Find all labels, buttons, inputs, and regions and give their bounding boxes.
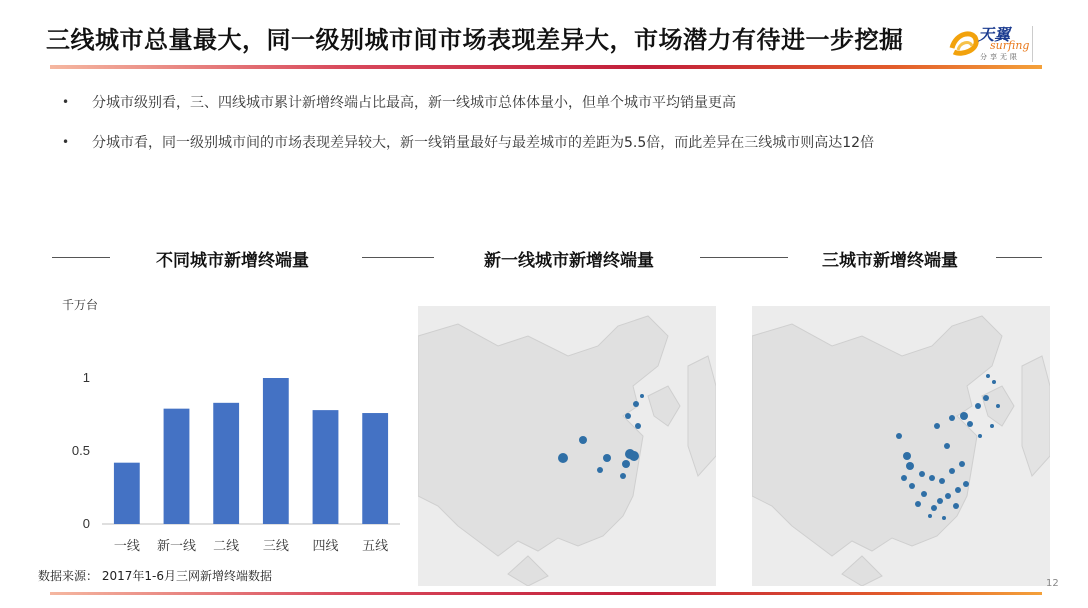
header-divider xyxy=(50,65,1042,69)
city-marker xyxy=(963,481,969,487)
city-marker xyxy=(620,473,626,479)
bullet-list xyxy=(62,92,874,172)
bar-chart xyxy=(60,360,410,560)
bullet-text: 分城市看，同一级别城市间的市场表现差异较大，新一线销量最好与最差城市的差距为5.5倍，而此差异在三线城市则高达12倍 xyxy=(92,135,875,151)
map2-section-title: 三城市新增终端量 xyxy=(822,251,958,271)
city-marker xyxy=(928,514,932,518)
city-marker xyxy=(960,412,968,420)
city-marker xyxy=(959,461,965,467)
city-marker xyxy=(953,503,959,509)
city-marker xyxy=(992,380,996,384)
city-marker xyxy=(942,516,946,520)
city-marker xyxy=(937,498,943,504)
city-marker xyxy=(635,423,641,429)
city-marker xyxy=(906,462,914,470)
city-marker xyxy=(939,478,945,484)
logo-divider xyxy=(1032,26,1033,62)
city-marker xyxy=(949,415,955,421)
city-marker xyxy=(597,467,603,473)
city-marker xyxy=(945,493,951,499)
city-marker xyxy=(921,491,927,497)
city-marker xyxy=(955,487,961,493)
y-tick-label: 1 xyxy=(82,370,90,385)
city-marker xyxy=(983,395,989,401)
bar-新一线 xyxy=(164,409,190,524)
header-rule xyxy=(700,257,788,258)
city-marker xyxy=(996,404,1000,408)
footer-divider xyxy=(50,592,1042,595)
bullet-item xyxy=(62,92,874,112)
chart-section-title: 不同城市新增终端量 xyxy=(156,251,309,271)
chart-section-header xyxy=(52,244,362,270)
city-marker xyxy=(915,501,921,507)
city-marker xyxy=(603,454,611,462)
city-marker xyxy=(640,394,644,398)
city-marker xyxy=(633,401,639,407)
bullet-item xyxy=(62,132,874,152)
city-marker xyxy=(622,460,630,468)
x-tick-label: 四线 xyxy=(312,539,339,554)
city-marker xyxy=(990,424,994,428)
map1-city-markers xyxy=(418,306,716,586)
bar-三线 xyxy=(263,378,289,524)
city-marker xyxy=(931,505,937,511)
header-rule xyxy=(362,257,434,258)
bullet-dot-icon: • xyxy=(62,95,70,109)
map1-section-title: 新一线城市新增终端量 xyxy=(484,251,654,271)
header-rule xyxy=(52,257,110,258)
map1-section-header xyxy=(362,244,692,270)
x-tick-label: 新一线 xyxy=(156,539,197,554)
x-tick-label: 二线 xyxy=(213,539,240,554)
brand-logo xyxy=(948,18,1040,64)
map2-city-markers xyxy=(752,306,1050,586)
chart-unit-label: 千万台 xyxy=(62,298,99,312)
city-marker xyxy=(919,471,925,477)
x-tick-label: 一线 xyxy=(113,539,140,554)
city-marker xyxy=(967,421,973,427)
page-title: 三线城市总量最大，同一级别城市间市场表现差异大，市场潜力有待进一步挖掘 xyxy=(46,26,904,54)
header-rule xyxy=(996,257,1042,258)
page-number: 12 xyxy=(1046,578,1059,589)
city-marker xyxy=(901,475,907,481)
bar-二线 xyxy=(213,403,239,524)
y-tick-label: 0 xyxy=(82,516,90,531)
city-marker xyxy=(975,403,981,409)
city-marker xyxy=(978,434,982,438)
city-marker xyxy=(944,443,950,449)
data-source: 数据来源： 2017年1-6月三网新增终端数据 xyxy=(38,569,272,583)
bar-四线 xyxy=(313,410,339,524)
city-marker xyxy=(629,451,639,461)
logo-sub: surfing xyxy=(990,39,1030,52)
city-marker xyxy=(949,468,955,474)
logo-name: 天翼 xyxy=(978,25,1011,44)
bullet-dot-icon: • xyxy=(62,135,70,149)
map2-section-header xyxy=(700,244,1042,270)
x-tick-label: 三线 xyxy=(262,539,289,554)
x-tick-label: 五线 xyxy=(362,539,389,554)
city-marker xyxy=(929,475,935,481)
logo-slogan: 分享无限 xyxy=(980,53,1020,61)
map-third-tier xyxy=(752,306,1050,586)
city-marker xyxy=(903,452,911,460)
logo-swirl-icon xyxy=(948,22,980,62)
bullet-text: 分城市级别看，三、四线城市累计新增终端占比最高，新一线城市总体体量小，但单个城市平均销量更高 xyxy=(92,95,736,111)
y-tick-label: 0.5 xyxy=(71,443,90,458)
bar-五线 xyxy=(362,413,388,524)
city-marker xyxy=(558,453,568,463)
city-marker xyxy=(896,433,902,439)
city-marker xyxy=(625,413,631,419)
city-marker xyxy=(909,483,915,489)
bar-一线 xyxy=(114,463,140,524)
city-marker xyxy=(579,436,587,444)
city-marker xyxy=(934,423,940,429)
city-marker xyxy=(986,374,990,378)
map-new-tier1 xyxy=(418,306,716,586)
